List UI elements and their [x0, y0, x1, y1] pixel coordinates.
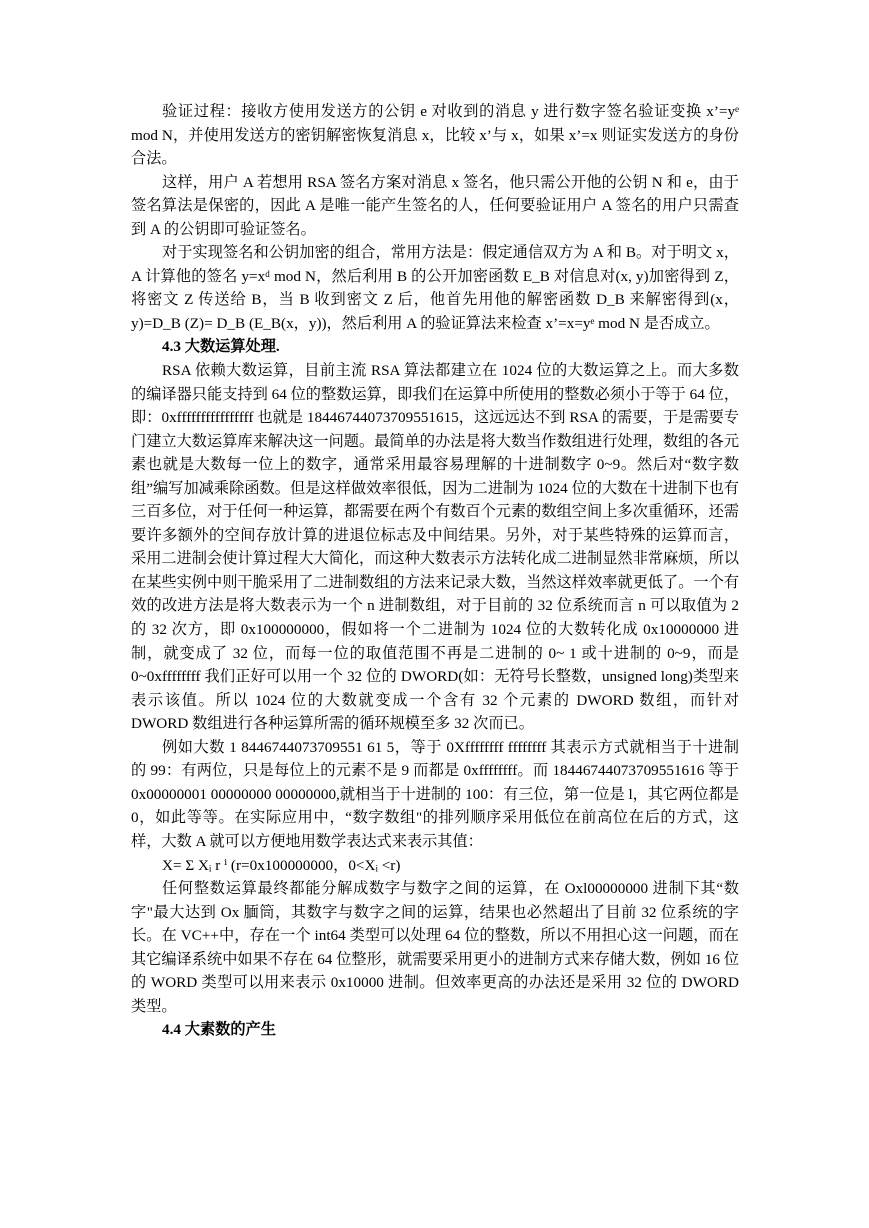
paragraph-sign-and-encrypt: 对于实现签名和公钥加密的组合，常用方法是：假定通信双方为 A 和 B。对于明文 x，A 计算他的签名 y=xᵈ mod N，然后利用 B 的公开加密函数 E_B 对信息对(x, y)加密得到 Z，将密文 Z 传送给 B，当 B 收到密文 Z 后，他首先用他的解密函数 D_B 来解密得到(x，y)=D_B (Z)= D_B (E_B(x，y))，然后利用 A 的验证算法来检查 x’=x=yᵉ mod N 是否成立。: [131, 244, 739, 332]
formula-bignum-value: X= Σ Xᵢ r ⁱ (r=0x100000000，0<Xᵢ <r): [162, 856, 401, 874]
section-heading-4-4: 4.4 大素数的产生: [162, 1021, 276, 1039]
paragraph-user-a-signature: 这样，用户 A 若想用 RSA 签名方案对消息 x 签名，他只需公开他的公钥 N 和 e，由于签名算法是保密的，因此 A 是唯一能产生签名的人，任何要验证用户 A 签名的用户只需查到 A 的公钥即可验证签名。: [131, 173, 739, 238]
paragraph-bignum-example: 例如大数 1 8446744073709551 61 5，等于 0Xffffffff ffffffff 其表示方式就相当于十进制的 99：有两位，只是每位上的元素不是 9 而都是 0xffffffff。而 18446744073709551616 等于 0x00000001 00000000 00000000,就相当于十进制的 100：有三位，第一位是 l，其它两位都是 0，如此等等。在实际应用中，“数字数组"的排列顺序采用低位在前高位在后的方式，这样，大数 A 就可以方便地用数学表达式来表示其值：: [131, 738, 739, 850]
document-body: [131, 100, 739, 1042]
section-heading-4-3: 4.3 大数运算处理.: [162, 338, 280, 356]
paragraph-bignum-intro: RSA 依赖大数运算，目前主流 RSA 算法都建立在 1024 位的大数运算之上。而大多数的编译器只能支持到 64 位的整数运算，即我们在运算中所使用的整数必须小于等于 64 位，即：0xffffffffffffffff 也就是 18446744073709551615，这远远达不到 RSA 的需要，于是需要专门建立大数运算库来解决这一问题。最简单的办法是将大数当作数组进行处理，数组的各元素也就是大数每一位上的数字，通常采用最容易理解的十进制数字 0~9。然后对“数字数组”编写加减乘除函数。但是这样做效率很低，因为二进制为 1024 位的大数在十进制下也有三百多位，对于任何一种运算，都需要在两个有数百个元素的数组空间上多次重循环，还需要许多额外的空间存放计算的进退位标志及中间结果。另外，对于某些特殊的运算而言， 采用二进制会使计算过程大大简化，而这种大数表示方法转化成二进制显然非常麻烦，所以在某些实例中则干脆采用了二进制数组的方法来记录大数，当然这样效率就更低了。一个有效的改进方法是将大数表示为一个 n 进制数组，对于目前的 32 位系统而言 n 可以取值为 2 的 32 次方，即 0x100000000，假如将一个二进制为 1024 位的大数转化成 0x10000000 进制，就变成了 32 位，而每一位的取值范围不再是二进制的 0~ 1 或十进制的 0~9，而是 0~0xffffffff 我们正好可以用一个 32 位的 DWORD(如：无符号长整数，unsigned long)类型来表示该值。所以 1024 位的大数就变成一个含有 32 个元素的 DWORD 数组，而针对 DWORD 数组进行各种运算所需的循环规模至多 32 次而已。: [131, 362, 740, 733]
paragraph-digit-operations: 任何整数运算最终都能分解成数字与数字之间的运算，在 Oxl00000000 进制下其“数字"最大达到 Ox 腼筒，其数字与数字之间的运算，结果也必然超出了目前 32 位系统的字长。在 VC++中，存在一个 int64 类型可以处理 64 位的整数，所以不用担心这一问题，而在其它编译系统中如果不存在 64 位整形，就需要采用更小的进制方式来存储大数，例如 16 位的 WORD 类型可以用来表示 0x10000 进制。但效率更高的办法还是采用 32 位的 DWORD 类型。: [131, 880, 739, 1015]
paragraph-verification-process: 验证过程：接收方使用发送方的公钥 e 对收到的消息 y 进行数字签名验证变换 x’=yᵉ mod N，并使用发送方的密钥解密恢复消息 x，比较 x’与 x，如果 x’=x 则证实发送方的身份合法。: [131, 103, 739, 168]
